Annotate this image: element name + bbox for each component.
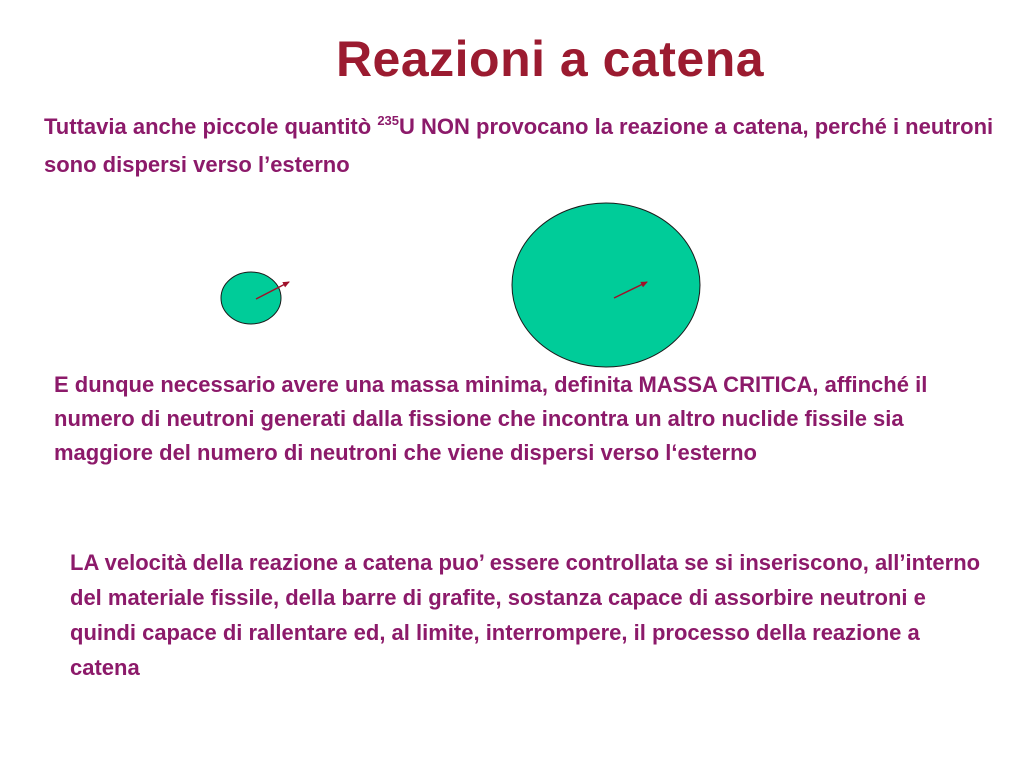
isotope-mass-number: 235 bbox=[377, 113, 400, 128]
paragraph1-text-end: U NON provocano la reazione a catena, perché i neutroni sono dispersi verso l’esterno bbox=[44, 114, 994, 177]
small-sphere bbox=[221, 272, 289, 324]
large-sphere-body bbox=[512, 203, 700, 367]
slide-title: Reazioni a catena bbox=[335, 31, 765, 87]
large-sphere bbox=[512, 203, 700, 367]
paragraph1-text-start: Tuttavia anche piccole quantitò bbox=[44, 114, 378, 139]
small-sphere-body bbox=[221, 272, 281, 324]
paragraph-critical-mass: E dunque necessario avere una massa minima, definita MASSA CRITICA, affinché il numero di neutroni generati dalla fissione che incontra un altro nuclide fissile sia maggiore del numero di neutroni che viene dispersi verso l‘esterno bbox=[54, 372, 928, 465]
paragraph-small-quantity bbox=[44, 108, 994, 184]
paragraph-reaction-control: LA velocità della reazione a catena puo’ essere controllata se si inseriscono, all’interno del materiale fissile, della barre di grafite, sostanza capace di assorbire neutroni e quindi capace di rallentare ed, al limite, interrompere, il processo della reazione a catena bbox=[70, 550, 981, 680]
large-sphere-neutron-arrow bbox=[614, 282, 647, 298]
small-sphere-neutron-arrow bbox=[256, 282, 289, 299]
